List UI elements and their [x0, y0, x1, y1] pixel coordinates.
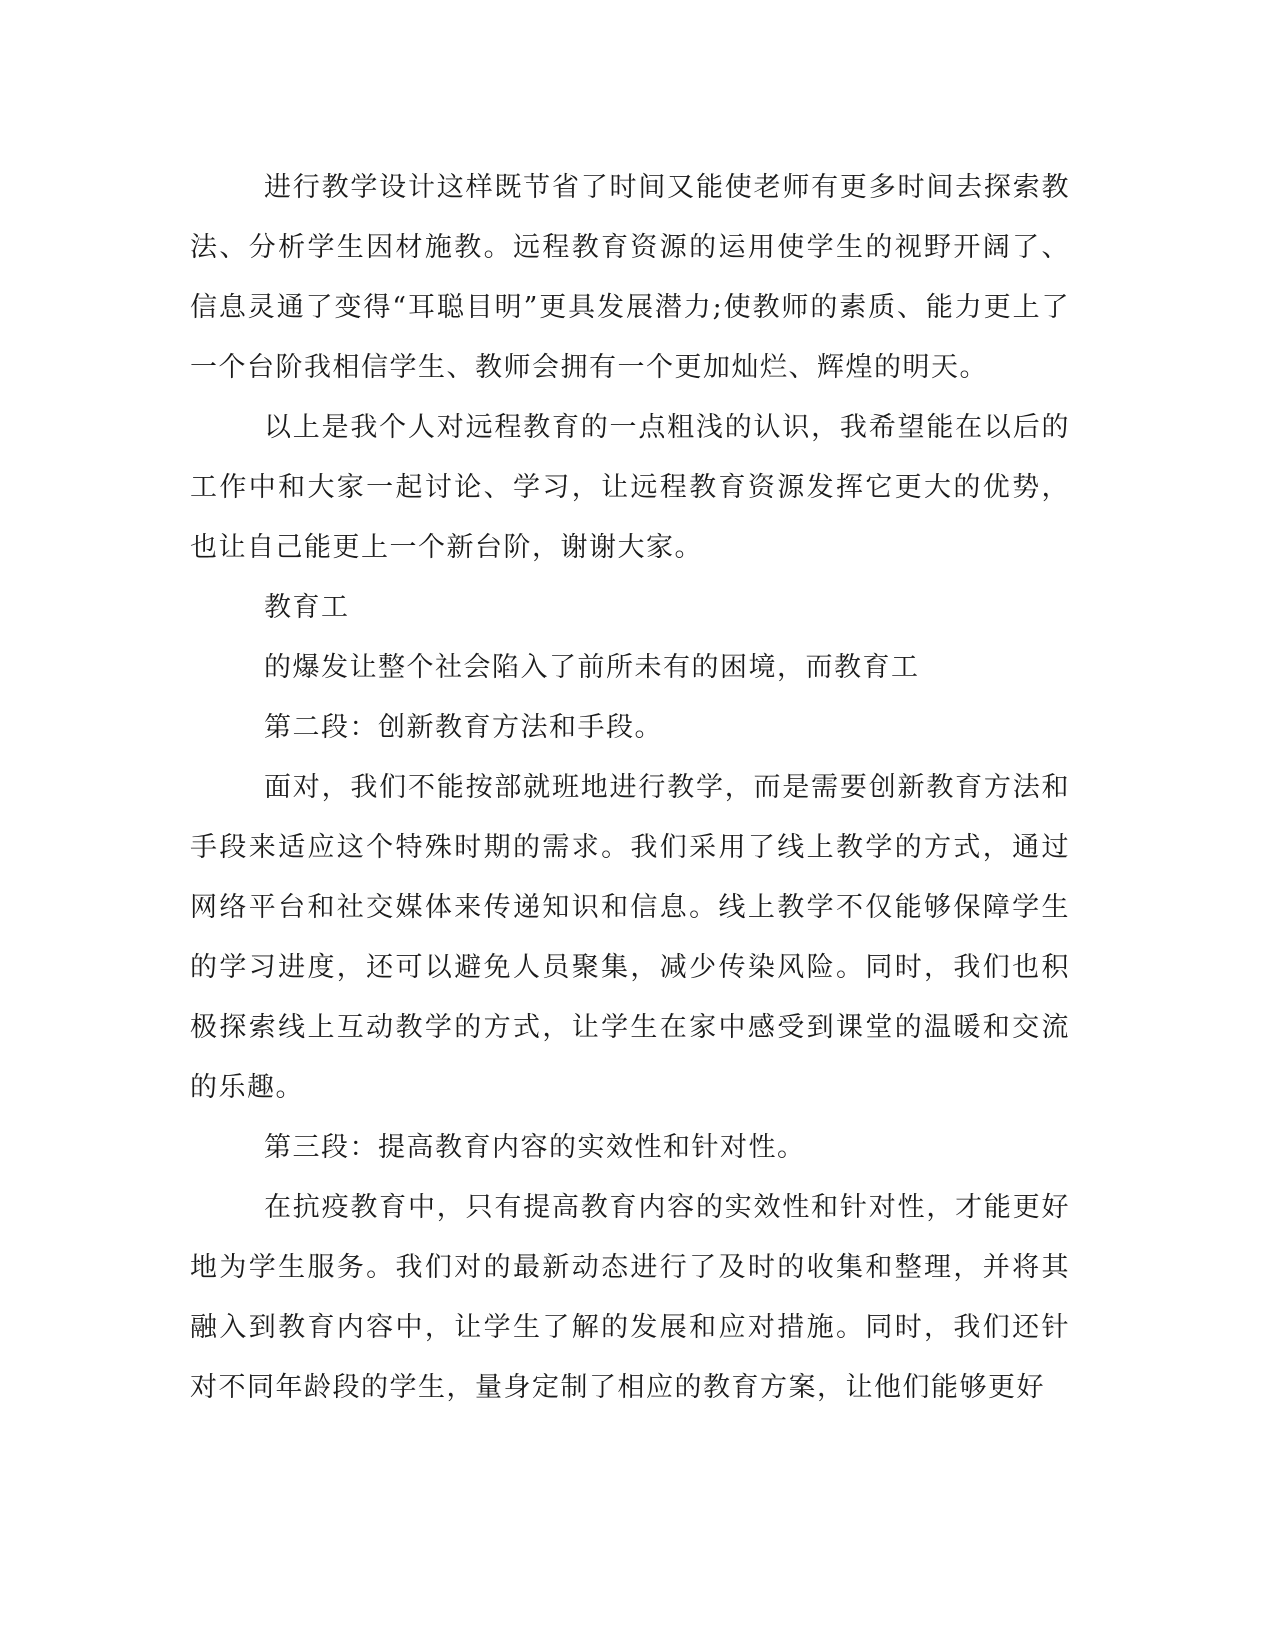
- paragraph-closing-remarks: 以上是我个人对远程教育的一点粗浅的认识，我希望能在以后的工作中和大家一起讨论、学习，让远程教育资源发挥它更大的优势，也让自己能更上一个新台阶，谢谢大家。: [190, 412, 1070, 563]
- paragraph-section-three-body: 在抗疫教育中，只有提高教育内容的实效性和针对性，才能更好地为学生服务。我们对的最新动态进行了及时的收集和整理，并将其融入到教育内容中，让学生了解的发展和应对措施。同时，我们还针对不同年龄段的学生，量身定制了相应的教育方案，让他们能够更好: [190, 1192, 1070, 1403]
- paragraph-fragment-intro: 的爆发让整个社会陷入了前所未有的困境，而教育工: [264, 652, 920, 683]
- section-heading-two: 第二段：创新教育方法和手段。: [264, 712, 663, 743]
- paragraph-intro-continuation: 进行教学设计这样既节省了时间又能使老师有更多时间去探索教法、分析学生因材施教。远程教育资源的运用使学生的视野开阔了、信息灵通了变得“耳聪目明”更具发展潜力;使教师的素质、能力更上了一个台阶我相信学生、教师会拥有一个更加灿烂、辉煌的明天。: [190, 172, 1070, 383]
- paragraph-section-two-body: 面对，我们不能按部就班地进行教学，而是需要创新教育方法和手段来适应这个特殊时期的需求。我们采用了线上教学的方式，通过网络平台和社交媒体来传递知识和信息。线上教学不仅能够保障学生的学习进度，还可以避免人员聚集，减少传染风险。同时，我们也积极探索线上互动教学的方式，让学生在家中感受到课堂的温暖和交流的乐趣。: [190, 772, 1070, 1103]
- section-heading-three: 第三段：提高教育内容的实效性和针对性。: [264, 1132, 806, 1163]
- paragraph-fragment-heading: 教育工: [264, 592, 350, 623]
- document-body: [190, 158, 1070, 1418]
